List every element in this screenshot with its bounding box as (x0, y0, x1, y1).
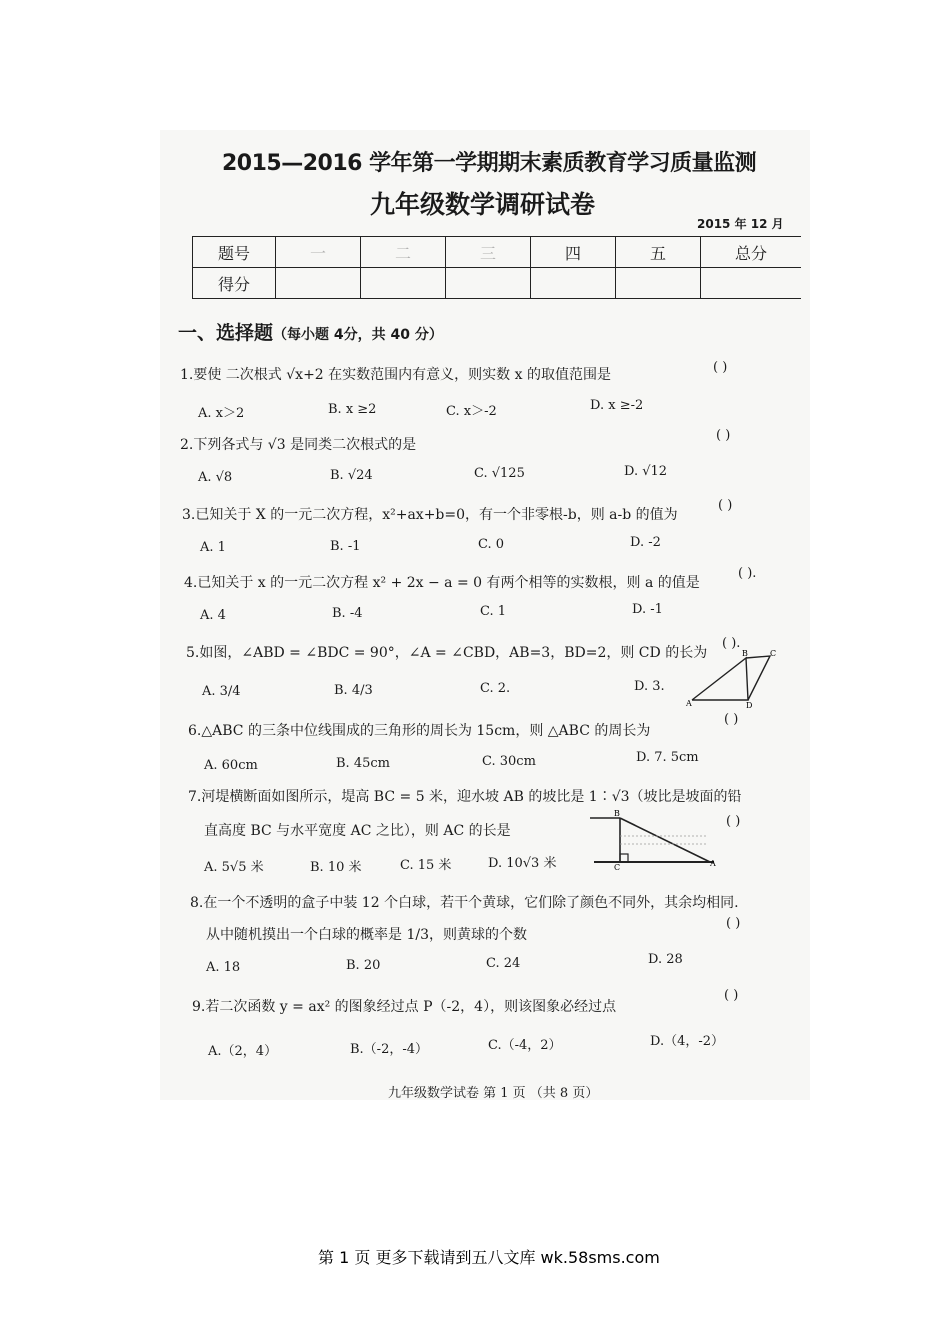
answer-paren: ( ). (722, 636, 741, 651)
option-d: D.（4，-2） (650, 1034, 725, 1049)
section-title: 一、选择题 (178, 322, 274, 344)
score-cell (361, 268, 446, 299)
score-cell (446, 268, 531, 299)
option-b: B.（-2，-4） (350, 1042, 429, 1057)
option-b: B. -4 (332, 606, 363, 621)
option-b: B. x ≥2 (328, 402, 377, 417)
figure-q5-label: A (686, 699, 692, 708)
figure-q5-label: D (746, 701, 753, 710)
score-header-cell: 三 (446, 237, 531, 268)
option-a: A. 18 (206, 960, 241, 975)
option-d: D. x ≥-2 (590, 398, 644, 413)
figure-q7-slope-line (620, 818, 710, 862)
figure-q5-triangle (692, 658, 748, 700)
question-number: 2. (180, 437, 194, 453)
question-number: 7. (188, 789, 202, 805)
option-b: B. 10 米 (310, 860, 362, 875)
question-text: 要使 二次根式 √x+2 在实数范围内有意义，则实数 x 的取值范围是 (193, 367, 611, 383)
option-d: D. 7. 5cm (636, 750, 699, 765)
score-header-cell: 四 (531, 237, 616, 268)
figure-q7-right-angle (620, 854, 628, 862)
figure-q7-label: C (614, 863, 621, 872)
question-text: 若二次函数 y = ax² 的图象经过点 P（-2，4），则该图象必经过点 (205, 999, 617, 1015)
option-a: A. 1 (200, 540, 226, 555)
question-1 (180, 364, 611, 384)
question-text: 如图，∠ABD = ∠BDC = 90°，∠A = ∠CBD，AB=3，BD=2，则 CD 的长为 (199, 645, 708, 661)
option-c: C. 1 (480, 604, 507, 619)
figure-q5-label: C (770, 649, 777, 658)
exam-date: 2015 年 12 月 (697, 217, 784, 231)
question-text: 在一个不透明的盒子中装 12 个白球，若干个黄球，它们除了颜色不同外，其余均相同. (203, 895, 739, 911)
question-number: 9. (192, 999, 206, 1015)
option-c: C. √125 (474, 466, 525, 481)
question-7 (188, 786, 742, 806)
option-a: A. 3/4 (202, 684, 241, 699)
question-5 (186, 642, 707, 662)
option-c: C. 0 (478, 537, 505, 552)
question-7-continued: 直高度 BC 与水平宽度 AC 之比），则 AC 的长是 (204, 823, 511, 839)
question-2 (180, 434, 416, 454)
option-a: A. 5√5 米 (204, 860, 264, 875)
answer-paren: ( ) (726, 916, 741, 931)
figure-q7-label: A (710, 859, 716, 868)
score-cell (531, 268, 616, 299)
question-number: 5. (186, 645, 200, 661)
question-text: △ABC 的三条中位线围成的三角形的周长为 15cm，则 △ABC 的周长为 (201, 723, 651, 739)
option-d: D. √12 (624, 464, 668, 479)
option-d: D. -2 (630, 535, 661, 550)
option-b: B. √24 (330, 468, 373, 483)
figure-q5-right-triangle (746, 656, 770, 700)
option-b: B. -1 (330, 539, 361, 554)
answer-paren: ( ) (713, 360, 728, 375)
option-a: A.（2，4） (208, 1044, 278, 1059)
answer-paren: ( ) (724, 712, 739, 727)
answer-paren: ( ) (724, 988, 739, 1003)
option-d: D. -1 (632, 602, 663, 617)
option-d: D. 10√3 米 (488, 856, 557, 871)
option-c: C. 15 米 (400, 858, 452, 873)
exam-subtitle: 九年级数学调研试卷 (370, 190, 596, 219)
question-4 (184, 572, 700, 592)
option-c: C. 2. (480, 681, 511, 696)
answer-paren: ( ) (718, 498, 733, 513)
score-table-score-row (193, 268, 802, 299)
option-d: D. 3. (634, 679, 665, 694)
score-table (192, 236, 801, 299)
section-heading (178, 318, 443, 345)
option-c: C. 24 (486, 956, 521, 971)
score-cell (701, 268, 802, 299)
figure-q7-label: B (614, 809, 620, 818)
option-c: C.（-4，2） (488, 1038, 562, 1053)
option-c: C. 30cm (482, 754, 536, 769)
option-d: D. 28 (648, 952, 683, 967)
question-text: 已知关于 X 的一元二次方程，x²+ax+b=0，有一个非零根-b，则 a-b 的值为 (195, 507, 678, 523)
option-b: B. 4/3 (334, 683, 373, 698)
figure-q7 (590, 809, 720, 872)
question-number: 3. (182, 507, 196, 523)
option-a: A. 60cm (204, 758, 258, 773)
answer-paren: ( ). (738, 566, 757, 581)
option-c: C. x＞-2 (446, 404, 497, 419)
score-header-cell: 一 (276, 237, 361, 268)
figure-q5-label: B (742, 649, 748, 658)
score-row-label: 得分 (193, 268, 276, 299)
option-b: B. 20 (346, 958, 381, 973)
question-8 (190, 892, 739, 912)
answer-paren: ( ) (716, 428, 731, 443)
option-a: A. √8 (198, 470, 233, 485)
option-b: B. 45cm (336, 756, 390, 771)
exam-title: 2015—2016 学年第一学期期末素质教育学习质量监测 (222, 151, 757, 176)
option-a: A. 4 (200, 608, 226, 623)
score-header-cell: 题号 (193, 237, 276, 268)
question-8-continued: 从中随机摸出一个白球的概率是 1/3，则黄球的个数 (206, 927, 527, 943)
page-footer: 九年级数学试卷 第 1 页 （共 8 页） (388, 1086, 599, 1101)
score-header-cell: 总分 (701, 237, 802, 268)
question-number: 4. (184, 575, 198, 591)
question-number: 1. (180, 367, 194, 383)
score-header-cell: 二 (361, 237, 446, 268)
score-table-header-row (193, 237, 802, 268)
answer-paren: ( ) (726, 814, 741, 829)
question-9 (192, 996, 616, 1016)
score-header-cell: 五 (616, 237, 701, 268)
download-note: 第 1 页 更多下载请到五八文库 wk.58sms.com (318, 1248, 660, 1267)
question-text: 下列各式与 √3 是同类二次根式的是 (193, 437, 417, 453)
question-text: 已知关于 x 的一元二次方程 x² + 2x − a = 0 有两个相等的实数根，则 a 的值是 (197, 575, 700, 591)
question-6 (188, 720, 650, 740)
option-a: A. x＞2 (198, 406, 245, 421)
score-cell (616, 268, 701, 299)
question-3 (182, 504, 678, 524)
section-note: （每小题 4分，共 40 分） (273, 327, 443, 343)
score-cell (276, 268, 361, 299)
question-number: 8. (190, 895, 204, 911)
question-number: 6. (188, 723, 202, 739)
figure-q5 (686, 649, 777, 710)
question-text: 河堤横断面如图所示，堤高 BC = 5 米，迎水坡 AB 的坡比是 1∶√3（坡比是坡面的铅 (201, 789, 742, 805)
